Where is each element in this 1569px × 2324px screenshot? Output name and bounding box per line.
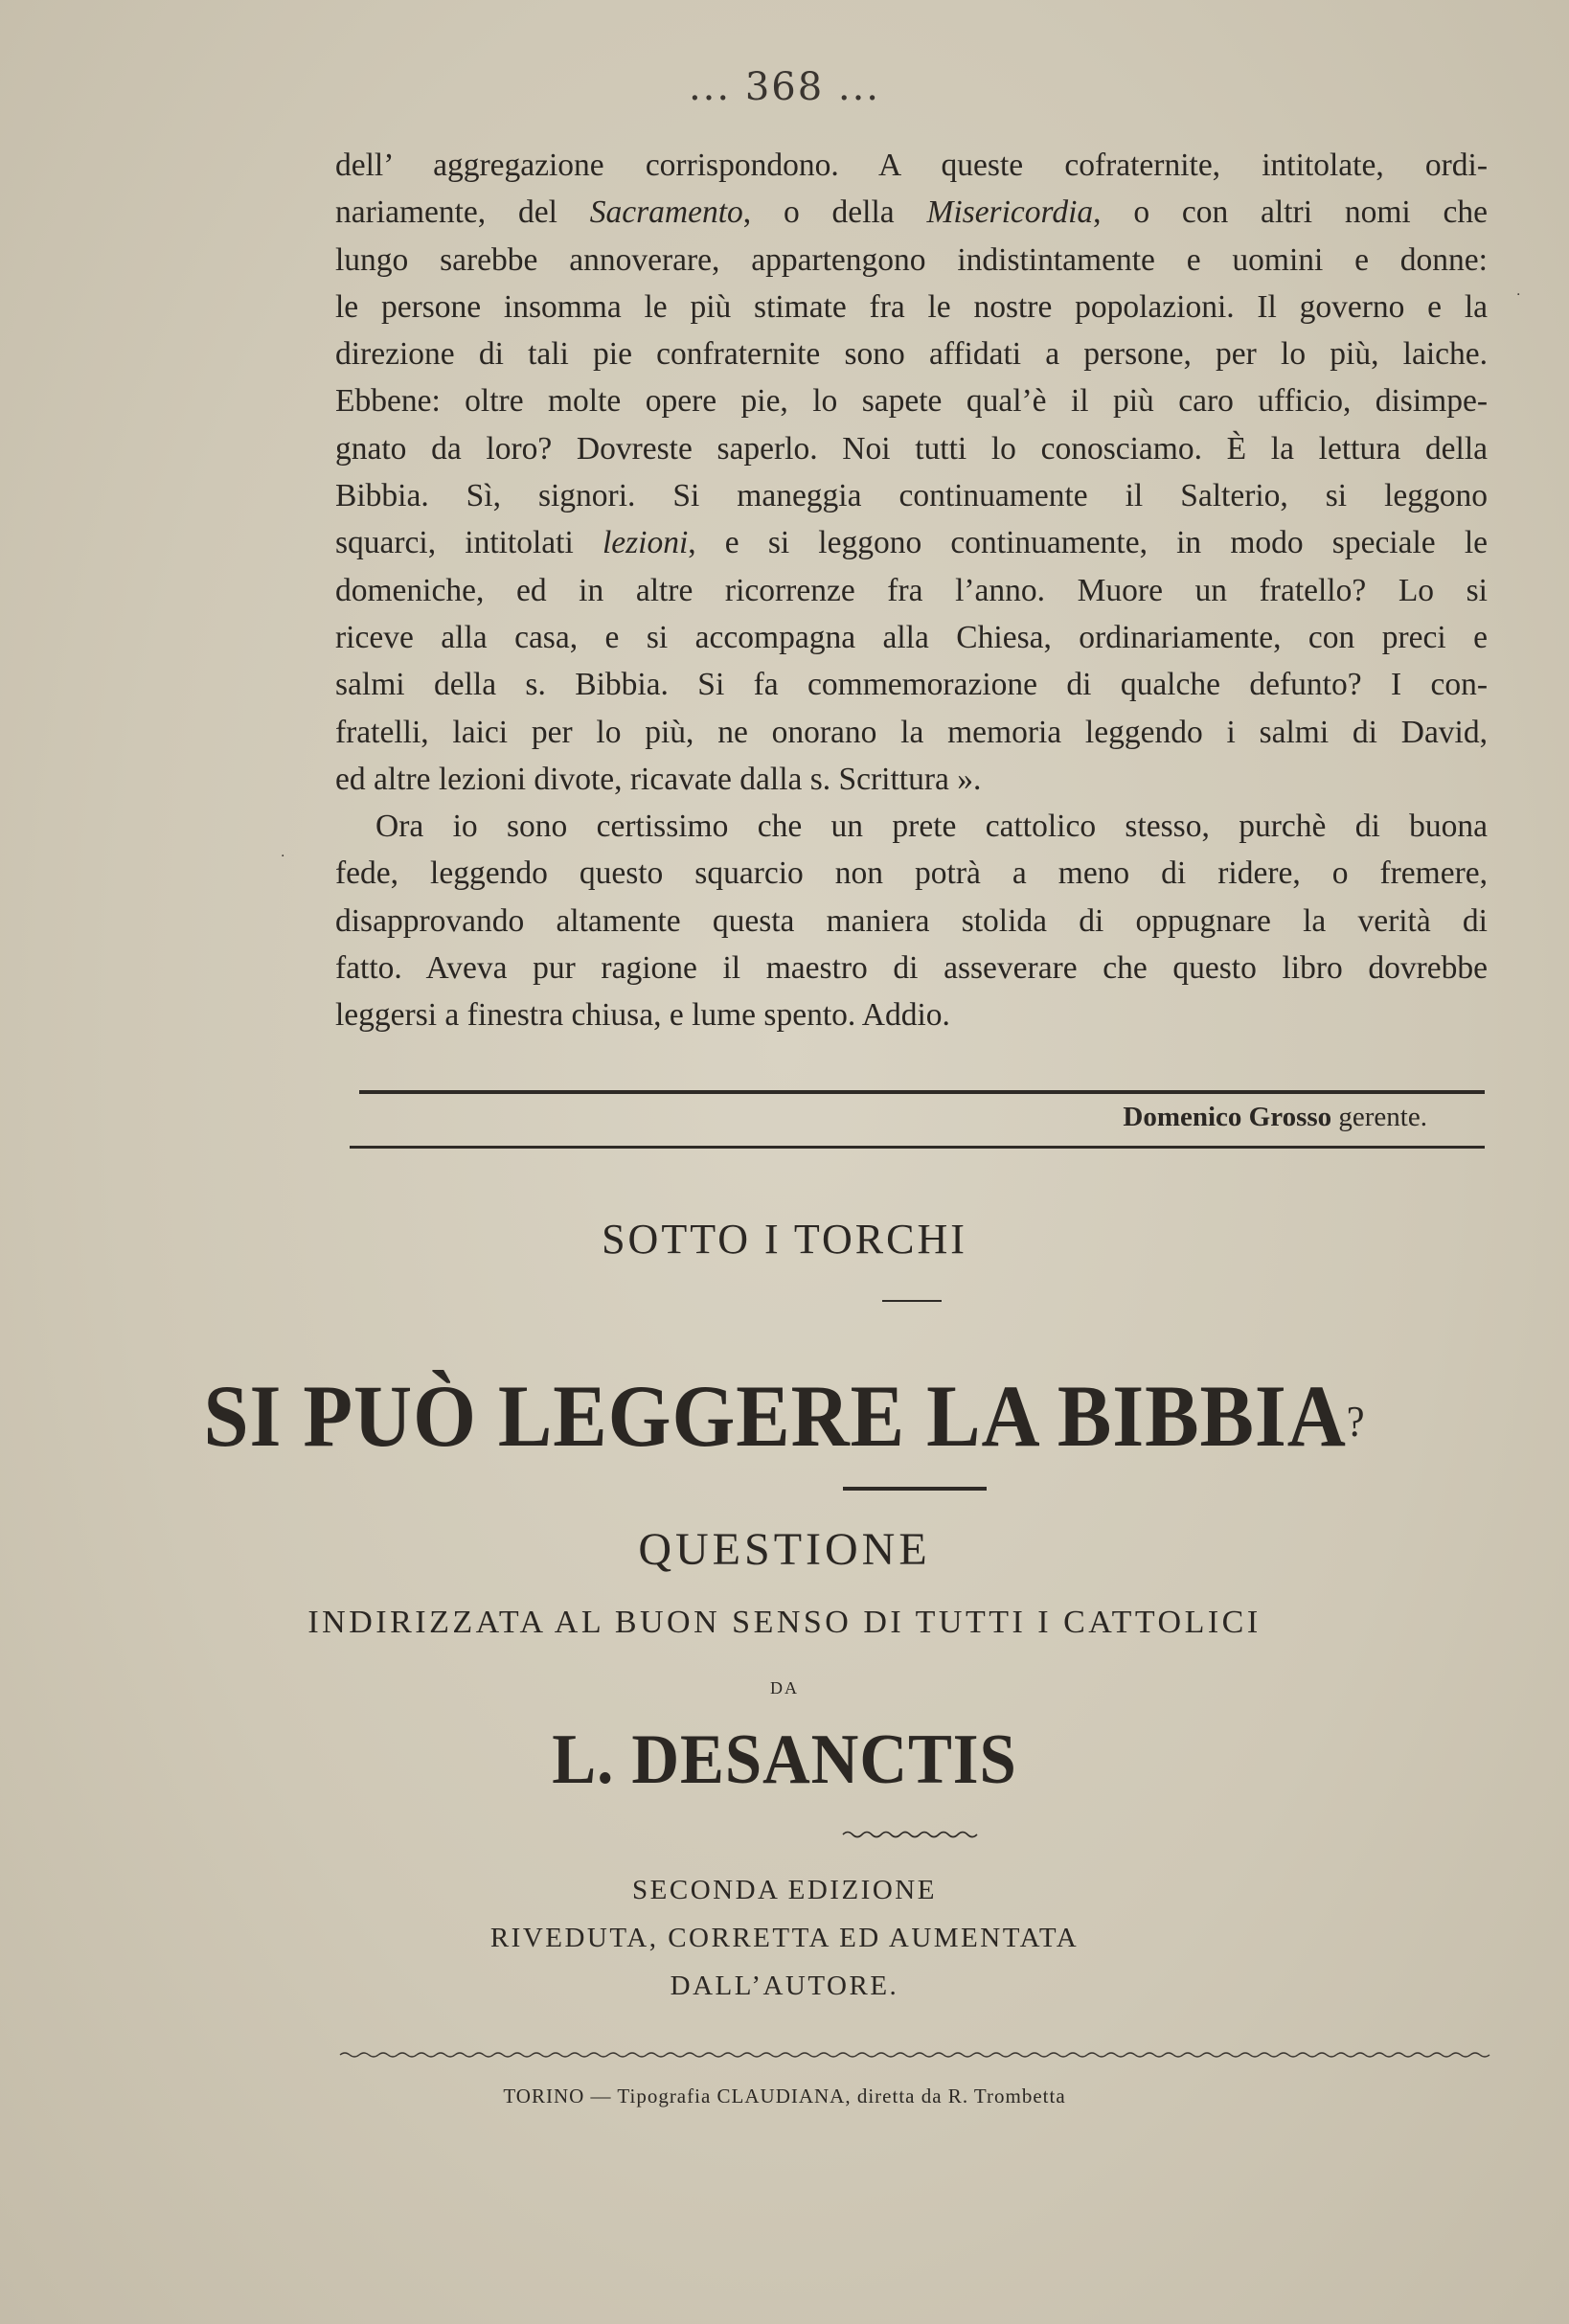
footer-ornament	[340, 2050, 1489, 2060]
text-run: fratelli, laici per lo più, ne onorano la memoria leggendo i salmi di David,	[335, 714, 1488, 750]
edition-line-2: RIVEDUTA, CORRETTA ED AUMENTATA	[489, 1923, 1080, 1953]
text-run: fatto. Aveva pur ragione il maestro di asseverare che questo libro dovrebbe	[335, 950, 1488, 987]
italic-term: Sacramento	[589, 194, 743, 231]
text-run: , o con altri nomi che	[1093, 194, 1488, 231]
text-run: , e si leggono continuamente, in modo speciale le	[688, 525, 1488, 561]
text-line	[335, 237, 1488, 284]
edition-line-1: SECONDA EDIZIONE	[632, 1875, 937, 1905]
text-line	[335, 945, 1488, 991]
book-title-mark: ?	[1346, 1397, 1366, 1446]
text-line	[335, 567, 1488, 614]
text-run: squarci, intitolati	[335, 525, 603, 561]
text-run: nariamente, del	[335, 194, 590, 231]
text-line	[335, 425, 1488, 472]
article-body	[335, 142, 1488, 1039]
text-run: fede, leggendo questo squarcio non potrà a meno di ridere, o fremere,	[335, 855, 1488, 892]
signature-role: gerente.	[1338, 1102, 1427, 1132]
separator-rule-bottom	[350, 1146, 1485, 1149]
book-by: DA	[770, 1678, 799, 1697]
text-run: dell’ aggregazione corrispondono. A queste cofraternite, intitolate, ordi-	[335, 148, 1488, 183]
text-run: Ebbene: oltre molte opere pie, lo sapete qual’è il più caro ufficio, disimpe-	[335, 383, 1488, 420]
text-line	[335, 284, 1488, 330]
text-line	[335, 142, 1488, 189]
text-line	[335, 472, 1488, 519]
separator-rule-top	[359, 1090, 1485, 1094]
book-author: L. DESANCTIS	[552, 1720, 1017, 1799]
text-run: disapprovando altamente questa maniera stolida di oppugnare la verità di	[335, 902, 1488, 939]
text-line	[335, 991, 1488, 1038]
text-run: Bibbia. Sì, signori. Si maneggia continuamente il Salterio, si leggono	[335, 478, 1488, 514]
text-line	[335, 614, 1488, 661]
edition-line-3: DALL’AUTORE.	[670, 1971, 899, 2001]
text-run: le persone insomma le più stimate fra le nostre popolazioni. Il governo e la	[335, 288, 1488, 325]
text-run: ed altre lezioni divote, ricavate dalla s. Scrittura ».	[335, 761, 982, 797]
text-run: salmi della s. Bibbia. Si fa commemorazione di qualche defunto? I con-	[335, 667, 1488, 703]
italic-term: lezioni	[602, 525, 689, 561]
text-run: gnato da loro? Dovreste saperlo. Noi tutti lo conosciamo. È la lettura della	[335, 430, 1488, 467]
title-underline	[843, 1487, 987, 1491]
text-run: leggersi a finestra chiusa, e lume spento. Addio.	[335, 997, 950, 1034]
book-subtitle: QUESTIONE	[638, 1524, 931, 1575]
book-dedication: INDIRIZZATA AL BUON SENSO DI TUTTI I CATTOLICI	[307, 1605, 1262, 1640]
heading-underline	[882, 1300, 942, 1302]
text-line	[335, 519, 1488, 566]
signature-name: Domenico Grosso	[1123, 1102, 1332, 1132]
text-run: lungo sarebbe annoverare, appartengono indistintamente e uomini e donne:	[335, 241, 1488, 278]
printer-imprint: TORINO — Tipografia CLAUDIANA, diretta da R. Trombetta	[503, 2085, 1066, 2108]
text-run: , o della	[742, 194, 927, 231]
signature	[1123, 1102, 1427, 1133]
advert-heading: SOTTO I TORCHI	[602, 1216, 967, 1263]
margin-dot: ·	[281, 849, 285, 864]
text-line	[335, 709, 1488, 756]
book-title-text: SI PUÒ LEGGERE LA BIBBIA	[203, 1367, 1347, 1465]
text-line	[335, 850, 1488, 897]
text-run: domeniche, ed in altre ricorrenze fra l’anno. Muore un fratello? Lo si	[335, 572, 1488, 608]
text-line	[335, 756, 1488, 803]
text-line	[335, 330, 1488, 377]
author-ornament	[843, 1830, 977, 1839]
text-run: riceve alla casa, e si accompagna alla Chiesa, ordinariamente, con preci e	[335, 619, 1488, 655]
text-line	[335, 803, 1488, 850]
text-line	[335, 898, 1488, 945]
book-title	[63, 1365, 1507, 1467]
text-line	[335, 377, 1488, 424]
text-run: Ora io sono certissimo che un prete cattolico stesso, purchè di buona	[375, 809, 1488, 845]
text-line	[335, 189, 1488, 236]
page-number: ... 368 ...	[688, 65, 881, 109]
text-run: direzione di tali pie confraternite sono affidati a persone, per lo più, laiche.	[335, 336, 1488, 373]
italic-term: Misericordia	[926, 194, 1094, 231]
text-line	[335, 661, 1488, 708]
margin-dot: ·	[1516, 287, 1521, 303]
